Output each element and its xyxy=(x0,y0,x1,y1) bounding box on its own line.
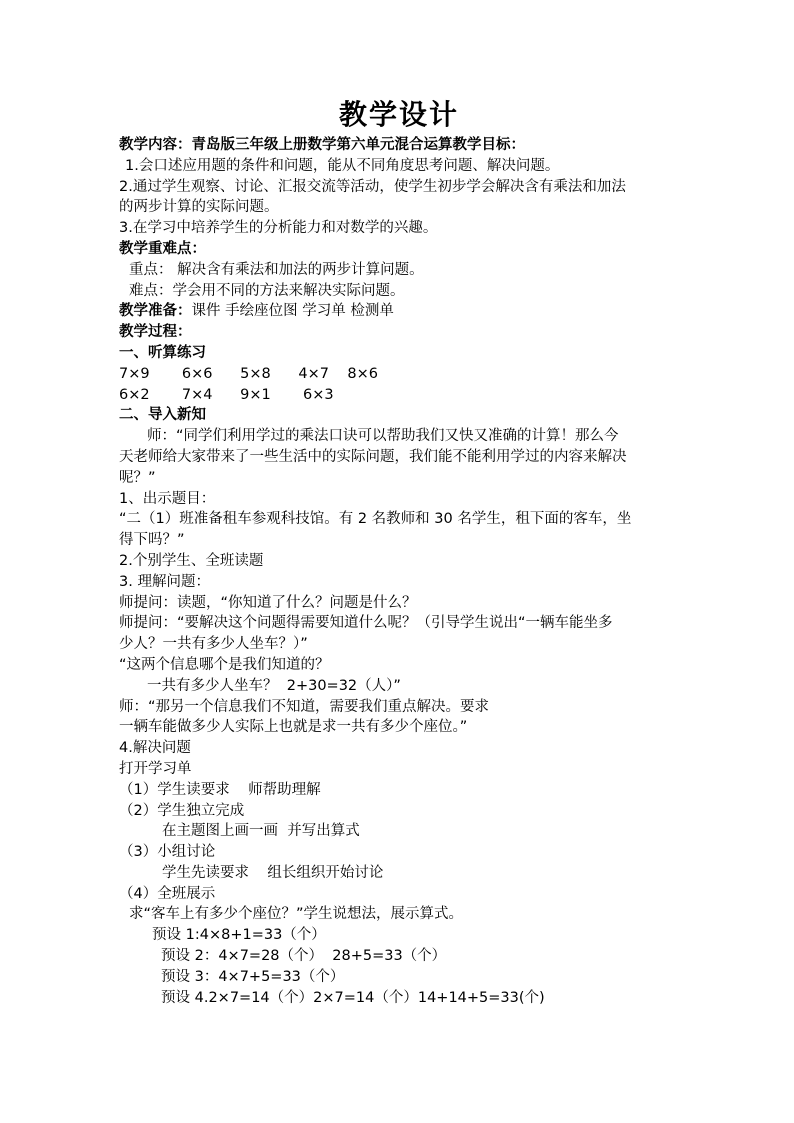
oral-math-row: 7×9 6×6 5×8 4×7 8×6 xyxy=(119,365,379,382)
body-line: 得下吗？” xyxy=(119,532,185,549)
content-line xyxy=(119,135,679,156)
body-line: 1、出示题目： xyxy=(119,490,216,507)
goal-item: 1.会口述应用题的条件和问题，能从不同角度思考问题、解决问题。 xyxy=(125,157,560,174)
body-line: （3）小组讨论 xyxy=(119,844,216,861)
section2-heading: 二、导入新知 xyxy=(119,407,206,424)
prep-label: 教学准备： xyxy=(119,303,192,320)
process-heading: 教学过程： xyxy=(119,324,192,341)
body-line: （4）全班展示 xyxy=(119,885,216,902)
body-line: 2.个别学生、全班读题 xyxy=(119,552,264,569)
lesson-plan-page xyxy=(119,95,679,1008)
body-line: （2）学生独立完成 xyxy=(119,802,245,819)
body-line: 师提问：读题，“你知道了什么？问题是什么？ xyxy=(119,594,417,611)
content-text: 青岛版三年级上册数学第六单元混合运算 xyxy=(191,137,453,153)
goal-item: 3.在学习中培养学生的分析能力和对数学的兴趣。 xyxy=(119,220,438,237)
key-point-difficulty: 难点：学会用不同的方法来解决实际问题。 xyxy=(129,282,405,299)
preset-line: 预设 2：4×7=28（个） 28+5=33（个） xyxy=(161,948,447,965)
body-line: 学生先读要求 组长组织开始讨论 xyxy=(162,864,384,881)
goals-label: 教学目标： xyxy=(452,137,525,153)
body-line: 3. 理解问题： xyxy=(119,573,210,590)
body-line: 在主题图上画一画 并写出算式 xyxy=(162,823,360,840)
body-line: 打开学习单 xyxy=(119,760,192,777)
body-line: 师提问：“要解决这个问题得需要知道什么呢？（引导学生说出“一辆车能坐多 xyxy=(119,615,613,632)
body-line: （1）学生读要求 师帮助理解 xyxy=(119,781,321,798)
key-points-heading: 教学重难点： xyxy=(119,240,206,257)
section1-heading: 一、听算练习 xyxy=(119,344,206,361)
body-line: 天老师给大家带来了一些生活中的实际问题，我们能不能利用学过的内容来解决 xyxy=(119,448,627,465)
body-line: 师：“同学们利用学过的乘法口诀可以帮助我们又快又准确的计算！那么今 xyxy=(147,428,619,445)
body-line: 一共有多少人坐车？ 2+30=32（人）” xyxy=(147,677,401,694)
goal-item: 的两步计算的实际问题。 xyxy=(119,199,279,216)
body-line: 4.解决问题 xyxy=(119,740,191,757)
body-line: 师：“那另一个信息我们不知道，需要我们重点解决。要求 xyxy=(119,698,490,715)
key-point-focus: 重点： 解决含有乘法和加法的两步计算问题。 xyxy=(129,261,424,278)
body-line: “这两个信息哪个是我们知道的？ xyxy=(119,656,330,673)
body-line: 少人？一共有多少人坐车？）” xyxy=(119,636,308,653)
preset-line: 预设 4.2×7=14（个）2×7=14（个）14+14+5=33(个) xyxy=(161,989,545,1006)
oral-math-row: 6×2 7×4 9×1 6×3 xyxy=(119,386,334,403)
body-line: 一辆车能做多少人实际上也就是求一共有多少个座位。” xyxy=(119,719,468,736)
body-line: “二（1）班准备租车参观科技馆。有 2 名教师和 30 名学生，租下面的客车，坐 xyxy=(119,511,632,528)
goal-item: 2.通过学生观察、讨论、汇报交流等活动，使学生初步学会解决含有乘法和加法 xyxy=(119,178,626,195)
content-label: 教学内容： xyxy=(119,137,192,153)
prep-line xyxy=(119,301,679,322)
preset-line: 预设 1:4×8+1=33（个） xyxy=(152,927,326,944)
preset-line: 预设 3：4×7+5=33（个） xyxy=(161,968,345,985)
body-line: 求“客车上有多少个座位？”学生说想法，展示算式。 xyxy=(129,906,464,923)
body-line: 呢？” xyxy=(119,469,156,486)
prep-text: 课件 手绘座位图 学习单 检测单 xyxy=(191,303,394,320)
page-title: 教学设计 xyxy=(338,98,459,131)
